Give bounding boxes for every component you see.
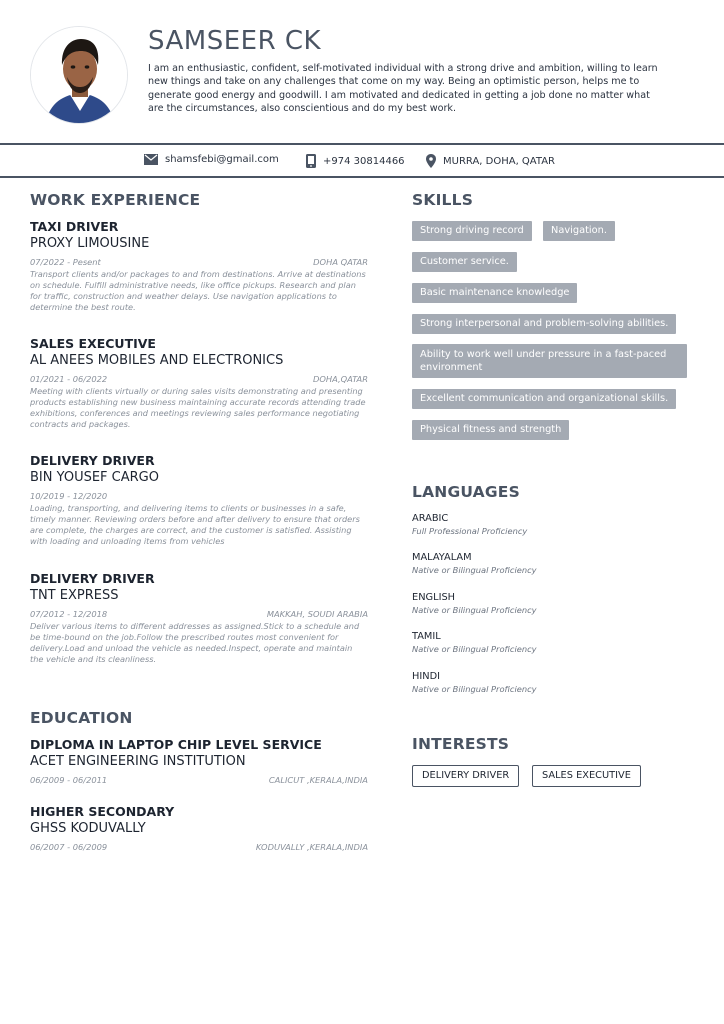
language-name: ARABIC [412, 513, 449, 524]
skill-tag: Customer service. [412, 252, 517, 272]
language-name: MALAYALAM [412, 552, 472, 563]
job-company: PROXY LIMOUSINE [30, 236, 150, 251]
education-location: KODUVALLY ,KERALA,INDIA [255, 842, 368, 852]
skill-tag: Basic maintenance knowledge [412, 283, 577, 303]
language-entry [412, 551, 537, 576]
skill-tag: Strong driving record [412, 221, 532, 241]
job-dates: 07/2012 - 12/2018 [30, 609, 108, 619]
skills-heading: SKILLS [412, 191, 474, 209]
skill-tag: Ability to work well under pressure in a fast-paced environment [412, 344, 687, 378]
skill-tag: Excellent communication and organizational skills. [412, 389, 676, 409]
map-pin-icon [426, 154, 436, 168]
language-level: Native or Bilingual Proficiency [412, 684, 537, 694]
job-company: BIN YOUSEF CARGO [30, 470, 159, 485]
job-dates: 07/2022 - Pesent [30, 257, 101, 267]
skill-tag: Strong interpersonal and problem-solving abilities. [412, 314, 676, 334]
job-meta [30, 609, 368, 620]
job-company: TNT EXPRESS [30, 588, 119, 603]
job-description: Transport clients and/or packages to and from destinations. Arrive at destinations on schedule. Fulfill administrative needs, like office pickups. Research and plan for traffic, construction and weather delays. Use navigation applications to determine the best route. [30, 269, 366, 312]
job-title: TAXI DRIVER [30, 219, 119, 234]
job-entry [30, 336, 368, 430]
contact-location [426, 154, 555, 168]
job-description: Deliver various items to different addresses as assigned.Stick to a schedule and be time-bound on the job.Follow the prescribed routes most convenient for delivery.Load and unload the vehicle as needed.Inspect, operate and maintain the vehicle and its cleanliness. [30, 621, 360, 664]
skill-tag: Physical fitness and strength [412, 420, 569, 440]
education-dates: 06/2007 - 06/2009 [30, 842, 108, 852]
language-entry [412, 670, 537, 695]
language-name: TAMIL [412, 631, 441, 642]
language-level: Native or Bilingual Proficiency [412, 644, 537, 654]
job-dates: 01/2021 - 06/2022 [30, 374, 108, 384]
education-meta [30, 842, 368, 853]
interest-tag: SALES EXECUTIVE [532, 765, 641, 787]
job-entry [30, 571, 368, 665]
degree-title: HIGHER SECONDARY [30, 804, 175, 819]
contact-bar [0, 143, 724, 178]
location-text: MURRA, DOHA, QATAR [443, 155, 555, 167]
work-experience-heading: WORK EXPERIENCE [30, 191, 201, 209]
resume-header [0, 0, 724, 130]
language-entry [412, 630, 537, 655]
degree-title: DIPLOMA IN LAPTOP CHIP LEVEL SERVICE [30, 737, 322, 752]
job-title: DELIVERY DRIVER [30, 453, 155, 468]
envelope-icon [144, 154, 158, 165]
job-location: MAKKAH, SOUDI ARABIA [266, 609, 368, 619]
interests-heading: INTERESTS [412, 735, 510, 753]
language-level: Native or Bilingual Proficiency [412, 565, 537, 575]
job-title: SALES EXECUTIVE [30, 336, 156, 351]
institution-name: GHSS KODUVALLY [30, 821, 146, 836]
job-meta [30, 491, 368, 502]
language-level: Native or Bilingual Proficiency [412, 605, 537, 615]
interest-tag: DELIVERY DRIVER [412, 765, 519, 787]
job-entry [30, 219, 368, 313]
profile-photo [30, 26, 128, 124]
language-entry [412, 591, 537, 616]
languages-heading: LANGUAGES [412, 483, 520, 501]
job-description: Meeting with clients virtually or during sales visits demonstrating and presenting products establishing new business maintaining accurate records attending trade exhibitions, conferences and meetings reviewing sales performance negotiating contracts and packages. [30, 386, 366, 429]
education-dates: 06/2009 - 06/2011 [30, 775, 108, 785]
job-dates: 10/2019 - 12/2020 [30, 491, 108, 501]
candidate-name: SAMSEER CK [148, 26, 322, 56]
job-meta [30, 257, 368, 268]
job-company: AL ANEES MOBILES AND ELECTRONICS [30, 353, 284, 368]
education-heading: EDUCATION [30, 709, 133, 727]
job-location: DOHA,QATAR [313, 374, 368, 384]
phone-text: +974 30814466 [323, 155, 405, 167]
language-name: HINDI [412, 671, 441, 682]
job-meta [30, 374, 368, 385]
contact-email[interactable] [144, 154, 279, 165]
education-location: CALICUT ,KERALA,INDIA [268, 775, 368, 785]
skill-tag: Navigation. [543, 221, 615, 241]
contact-phone[interactable] [306, 154, 405, 168]
education-entry [30, 804, 368, 853]
email-text: shamsfebi@gmail.com [165, 154, 279, 165]
job-entry [30, 453, 368, 547]
institution-name: ACET ENGINEERING INSTITUTION [30, 754, 246, 769]
profile-summary: I am an enthusiastic, confident, self-motivated individual with a strong drive and ambition, willing to learn new things and take on any challenges that come on my way. Being an optimistic person, helps me to generate good energy and goodwill. I am motivated and dedicated in getting a job done no matter what are the circumstances, also conscientious and do my best work. [148, 63, 658, 115]
phone-icon [306, 154, 316, 168]
education-entry [30, 737, 368, 786]
language-name: ENGLISH [412, 592, 456, 603]
job-title: DELIVERY DRIVER [30, 571, 155, 586]
language-entry [412, 512, 527, 537]
job-location: DOHA QATAR [313, 257, 368, 267]
job-description: Loading, transporting, and delivering items to clients or businesses in a safe, timely manner. Reviewing orders before and after delivery to ensure that orders are complete, the charges are correct, and the customer is satisfied. Assisting with loading and unloading items from vehicles [30, 503, 360, 546]
language-level: Full Professional Proficiency [412, 526, 528, 536]
education-meta [30, 775, 368, 786]
